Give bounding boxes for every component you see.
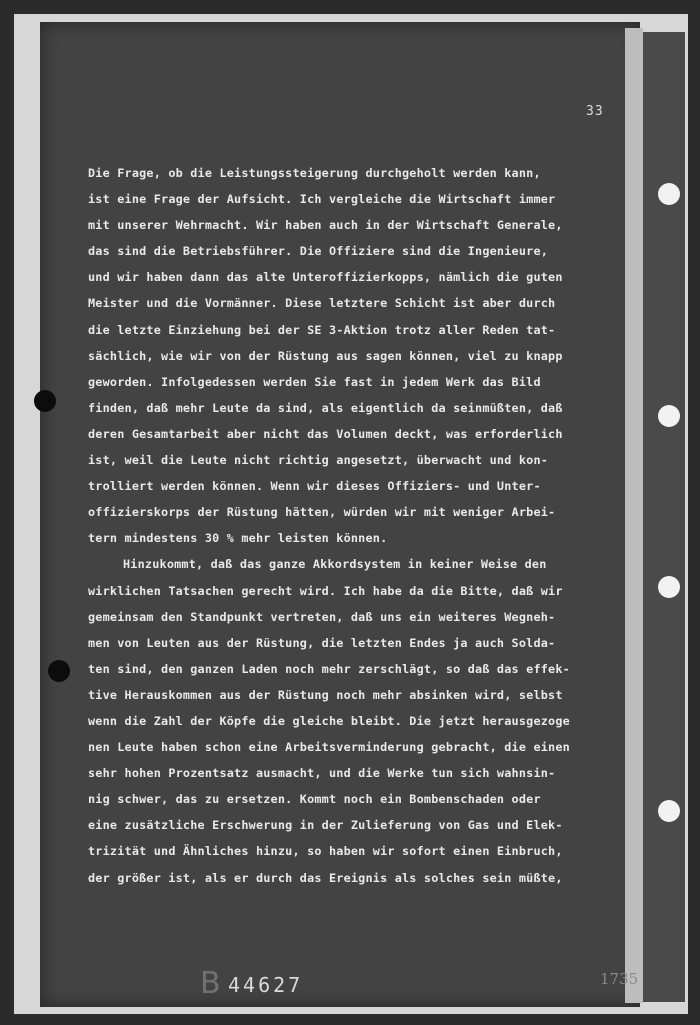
text-line: wenn die Zahl der Köpfe die gleiche bleibt. Die jetzt herausgezoge: [88, 713, 570, 728]
corner-number: 1735: [600, 970, 639, 988]
text-line: gemeinsam den Standpunkt vertreten, daß uns ein weiteres Wegneh-: [88, 609, 556, 624]
punch-hole: [48, 660, 70, 682]
text-line: ten sind, den ganzen Laden noch mehr zerschlägt, so daß das effek-: [88, 661, 570, 676]
text-line: nig schwer, das zu ersetzen. Kommt noch ein Bombenschaden oder: [88, 792, 541, 807]
archive-stamp-letter: B: [200, 966, 221, 1001]
page-number: 33: [586, 104, 604, 119]
archive-number: 44627: [228, 973, 304, 997]
text-line: eine zusätzliche Erschwerung in der Zulieferung von Gas und Elek-: [88, 818, 563, 833]
text-line: das sind die Betriebsführer. Die Offiziere sind die Ingenieure,: [88, 244, 549, 259]
text-line: und wir haben dann das alte Unteroffizierkopps, nämlich die guten: [88, 270, 563, 285]
text-line: mit unserer Wehrmacht. Wir haben auch in der Wirtschaft Generale,: [88, 218, 563, 233]
typed-text-body: [88, 160, 633, 891]
text-line: wirklichen Tatsachen gerecht wird. Ich habe da die Bitte, daß wir: [88, 583, 563, 598]
text-line: offizierskorps der Rüstung hätten, würden wir mit weniger Arbei-: [88, 505, 556, 520]
text-line: die letzte Einziehung bei der SE 3-Aktion trotz aller Reden tat-: [88, 322, 556, 337]
punch-hole: [34, 390, 56, 412]
punch-hole: [658, 800, 680, 822]
text-line: Die Frage, ob die Leistungssteigerung durchgeholt werden kann,: [88, 166, 541, 180]
text-line: ist eine Frage der Aufsicht. Ich vergleiche die Wirtschaft immer: [88, 192, 556, 207]
punch-hole: [658, 576, 680, 598]
punch-hole: [658, 405, 680, 427]
punch-hole: [658, 183, 680, 205]
text-line: men von Leuten aus der Rüstung, die letzten Endes ja auch Solda-: [88, 635, 556, 650]
text-line: sächlich, wie wir von der Rüstung aus sagen können, viel zu knapp: [88, 348, 563, 363]
text-line: der größer ist, als er durch das Ereignis als solches sein müßte,: [88, 870, 563, 885]
text-line: Hinzukommt, daß das ganze Akkordsystem in keiner Weise den: [123, 557, 547, 572]
text-line: geworden. Infolgedessen werden Sie fast in jedem Werk das Bild: [88, 374, 541, 389]
text-line: trizität und Ähnliches hinzu, so haben wir sofort einen Einbruch,: [88, 844, 563, 859]
text-line: sehr hohen Prozentsatz ausmacht, und die Werke tun sich wahnsin-: [88, 766, 556, 781]
text-line: trolliert werden können. Wenn wir dieses Offiziers- und Unter-: [88, 479, 541, 494]
text-line: tive Herauskommen aus der Rüstung noch mehr absinken wird, selbst: [88, 687, 563, 702]
text-line: tern mindestens 30 % mehr leisten können.: [88, 531, 388, 546]
side-strip: [643, 32, 685, 1002]
text-line: deren Gesamtarbeit aber nicht das Volumen deckt, was erforderlich: [88, 426, 563, 441]
text-line: ist, weil die Leute nicht richtig angesetzt, überwacht und kon-: [88, 453, 549, 468]
text-line: Meister und die Vormänner. Diese letztere Schicht ist aber durch: [88, 296, 556, 311]
text-line: finden, daß mehr Leute da sind, als eigentlich da seinmüßten, daß: [88, 400, 563, 415]
text-line: nen Leute haben schon eine Arbeitsverminderung gebracht, die einen: [88, 740, 570, 755]
